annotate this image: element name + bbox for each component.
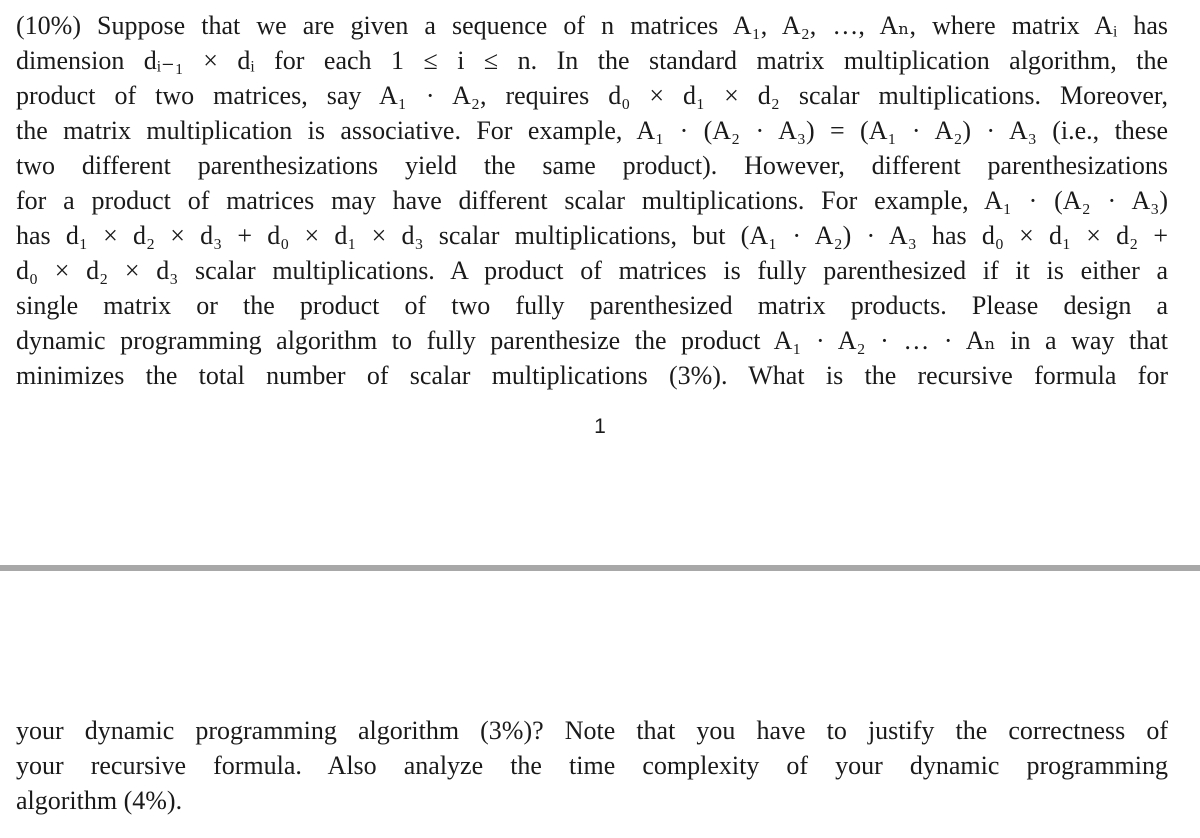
question-text-page-2 <box>16 713 1168 818</box>
text-line: two different parenthesizations yield the same product). However, different parenthesizations <box>16 151 1168 180</box>
text-line: product of two matrices, say A₁ · A₂, requires d₀ × d₁ × d₂ scalar multiplications. Moreover, <box>16 81 1168 110</box>
text-line: dimension dᵢ₋₁ × dᵢ for each 1 ≤ i ≤ n. In the standard matrix multiplication algorithm, the <box>16 46 1168 75</box>
text-line: dynamic programming algorithm to fully parenthesize the product A₁ · A₂ · … · Aₙ in a way that <box>16 326 1168 355</box>
text-line: d₀ × d₂ × d₃ scalar multiplications. A product of matrices is fully parenthesized if it is either a <box>16 256 1168 285</box>
question-text-page-1 <box>16 8 1168 393</box>
text-line: single matrix or the product of two fully parenthesized matrix products. Please design a <box>16 291 1168 320</box>
text-line: has d₁ × d₂ × d₃ + d₀ × d₁ × d₃ scalar multiplications, but (A₁ · A₂) · A₃ has d₀ × d₁ × d₂ + <box>16 221 1168 250</box>
text-line: the matrix multiplication is associative. For example, A₁ · (A₂ · A₃) = (A₁ · A₂) · A₃ (i.e., these <box>16 116 1168 145</box>
text-line: your dynamic programming algorithm (3%)? Note that you have to justify the correctness of <box>16 716 1168 745</box>
text-line: minimizes the total number of scalar multiplications (3%). What is the recursive formula for <box>16 361 1168 390</box>
page-number: 1 <box>594 415 606 438</box>
text-line: algorithm (4%). <box>16 786 183 815</box>
text-line: your recursive formula. Also analyze the time complexity of your dynamic programming <box>16 751 1168 780</box>
text-line: (10%) Suppose that we are given a sequence of n matrices A₁, A₂, …, Aₙ, where matrix Aᵢ has <box>16 11 1168 40</box>
page-divider <box>0 565 1200 571</box>
text-line: for a product of matrices may have different scalar multiplications. For example, A₁ · (A₂ · A₃) <box>16 186 1168 215</box>
